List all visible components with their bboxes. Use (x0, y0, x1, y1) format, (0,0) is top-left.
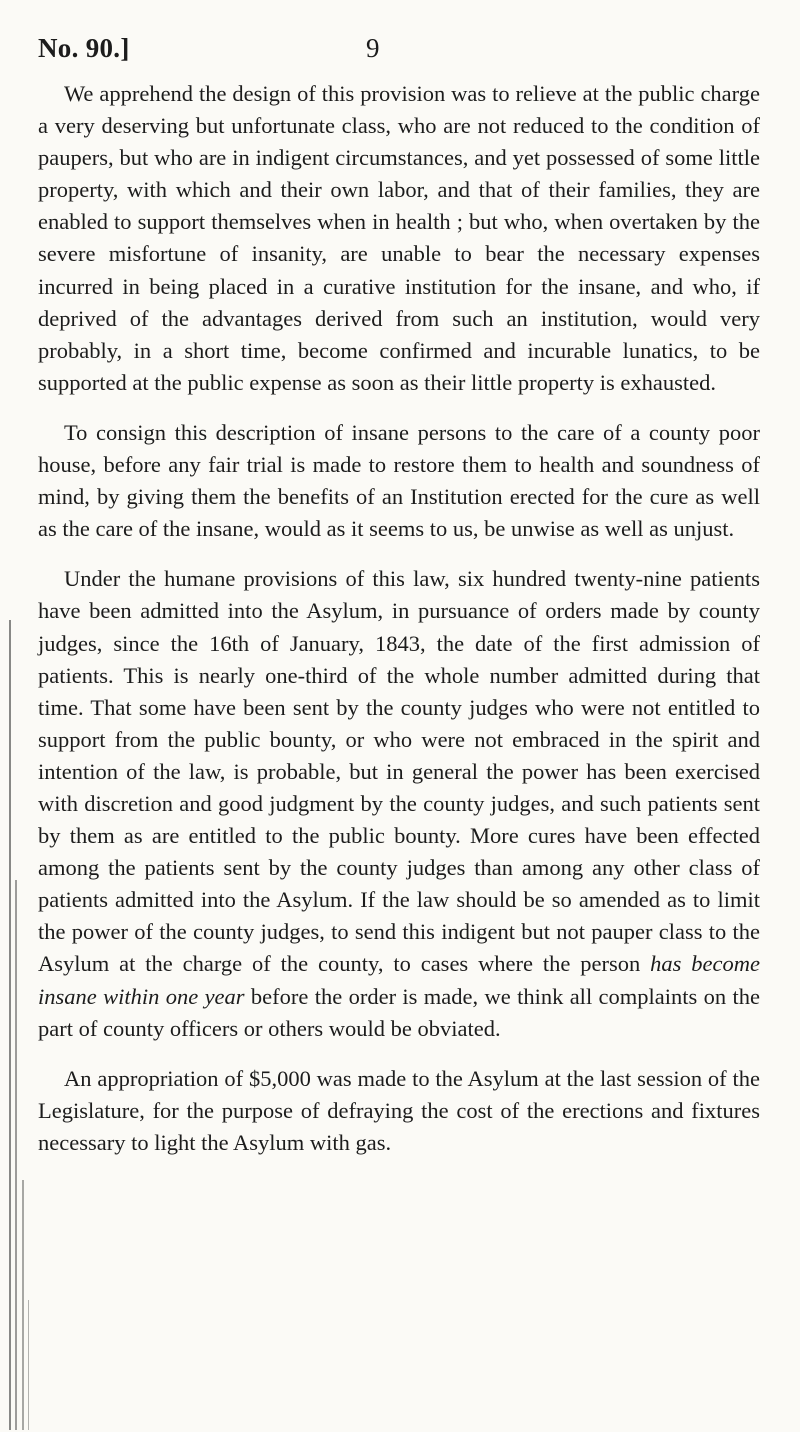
scan-margin-line (28, 1300, 29, 1430)
emphasized-text: has become insane within one year (38, 951, 761, 1009)
paragraph-text: To consign this description of insane persons to the care of a county poor house, before any fair trial is made to restore them to health and soundness of mind, by giving them the benefits of an Institution erected for the cure as well as the care of the insane, would as it seems to us, be unwise as well as unjust. (38, 419, 760, 542)
paragraph-text: before the order is made, we think all complaints on the part of county officers or others would be obviated. (38, 983, 760, 1041)
body-text (38, 78, 760, 1177)
paragraph-admissions (38, 563, 760, 1044)
paragraph-appropriation-purpose (38, 78, 760, 399)
page-header (38, 30, 398, 66)
paragraph-text: An appropriation of $5,000 was made to the Asylum at the last session of the Legislature, for the purpose of defraying the cost of the erections and fixtures necessary to light the Asylum with gas. (38, 1065, 760, 1155)
document-number: No. 90.] (38, 33, 130, 63)
paragraph-text: Under the humane provisions of this law, six hundred twenty-nine patients have been admitted into the Asylum, in pursuance of orders made by county judges, since the 16th of January, 1843, the date of the first admission of patients. This is nearly one-third of the whole number admitted during that time. That some have been sent by the county judges who were not entitled to support from the public bounty, or who were not embraced in the spirit and intention of the law, is probable, but in general the power has been exercised with discretion and good judgment by the county judges, and such patients sent by them as are entitled to the public bounty. More cures have been effected among the patients sent by the county judges than among any other class of patients admitted into the Asylum. If the law should be so amended as to limit the power of the county judges, to send this indigent but not pauper class to the Asylum at the charge of the county, to cases where the person (38, 566, 760, 977)
page-number: 9 (366, 33, 380, 63)
paragraph-gas-appropriation (38, 1063, 760, 1159)
scan-margin-line (15, 880, 17, 1430)
paragraph-text: We apprehend the design of this provision was to relieve at the public charge a very deserving but unfortunate class, who are not reduced to the condition of paupers, but who are in indigent circumstances, and yet possessed of some little property, with which and their own labor, and that of their families, they are enabled to support themselves when in health ; but who, when overtaken by the severe misfortune of insanity, are unable to bear the necessary expenses incurred in being placed in a curative institution for the insane, and who, if deprived of the advantages derived from such an institution, would very probably, in a short time, become confirmed and incurable lunatics, to be supported at the public expense as soon as their little property is exhausted. (38, 81, 760, 395)
scan-margin-line (22, 1180, 24, 1430)
paragraph-county-poor-house (38, 417, 760, 545)
scan-margin-line (9, 620, 11, 1430)
